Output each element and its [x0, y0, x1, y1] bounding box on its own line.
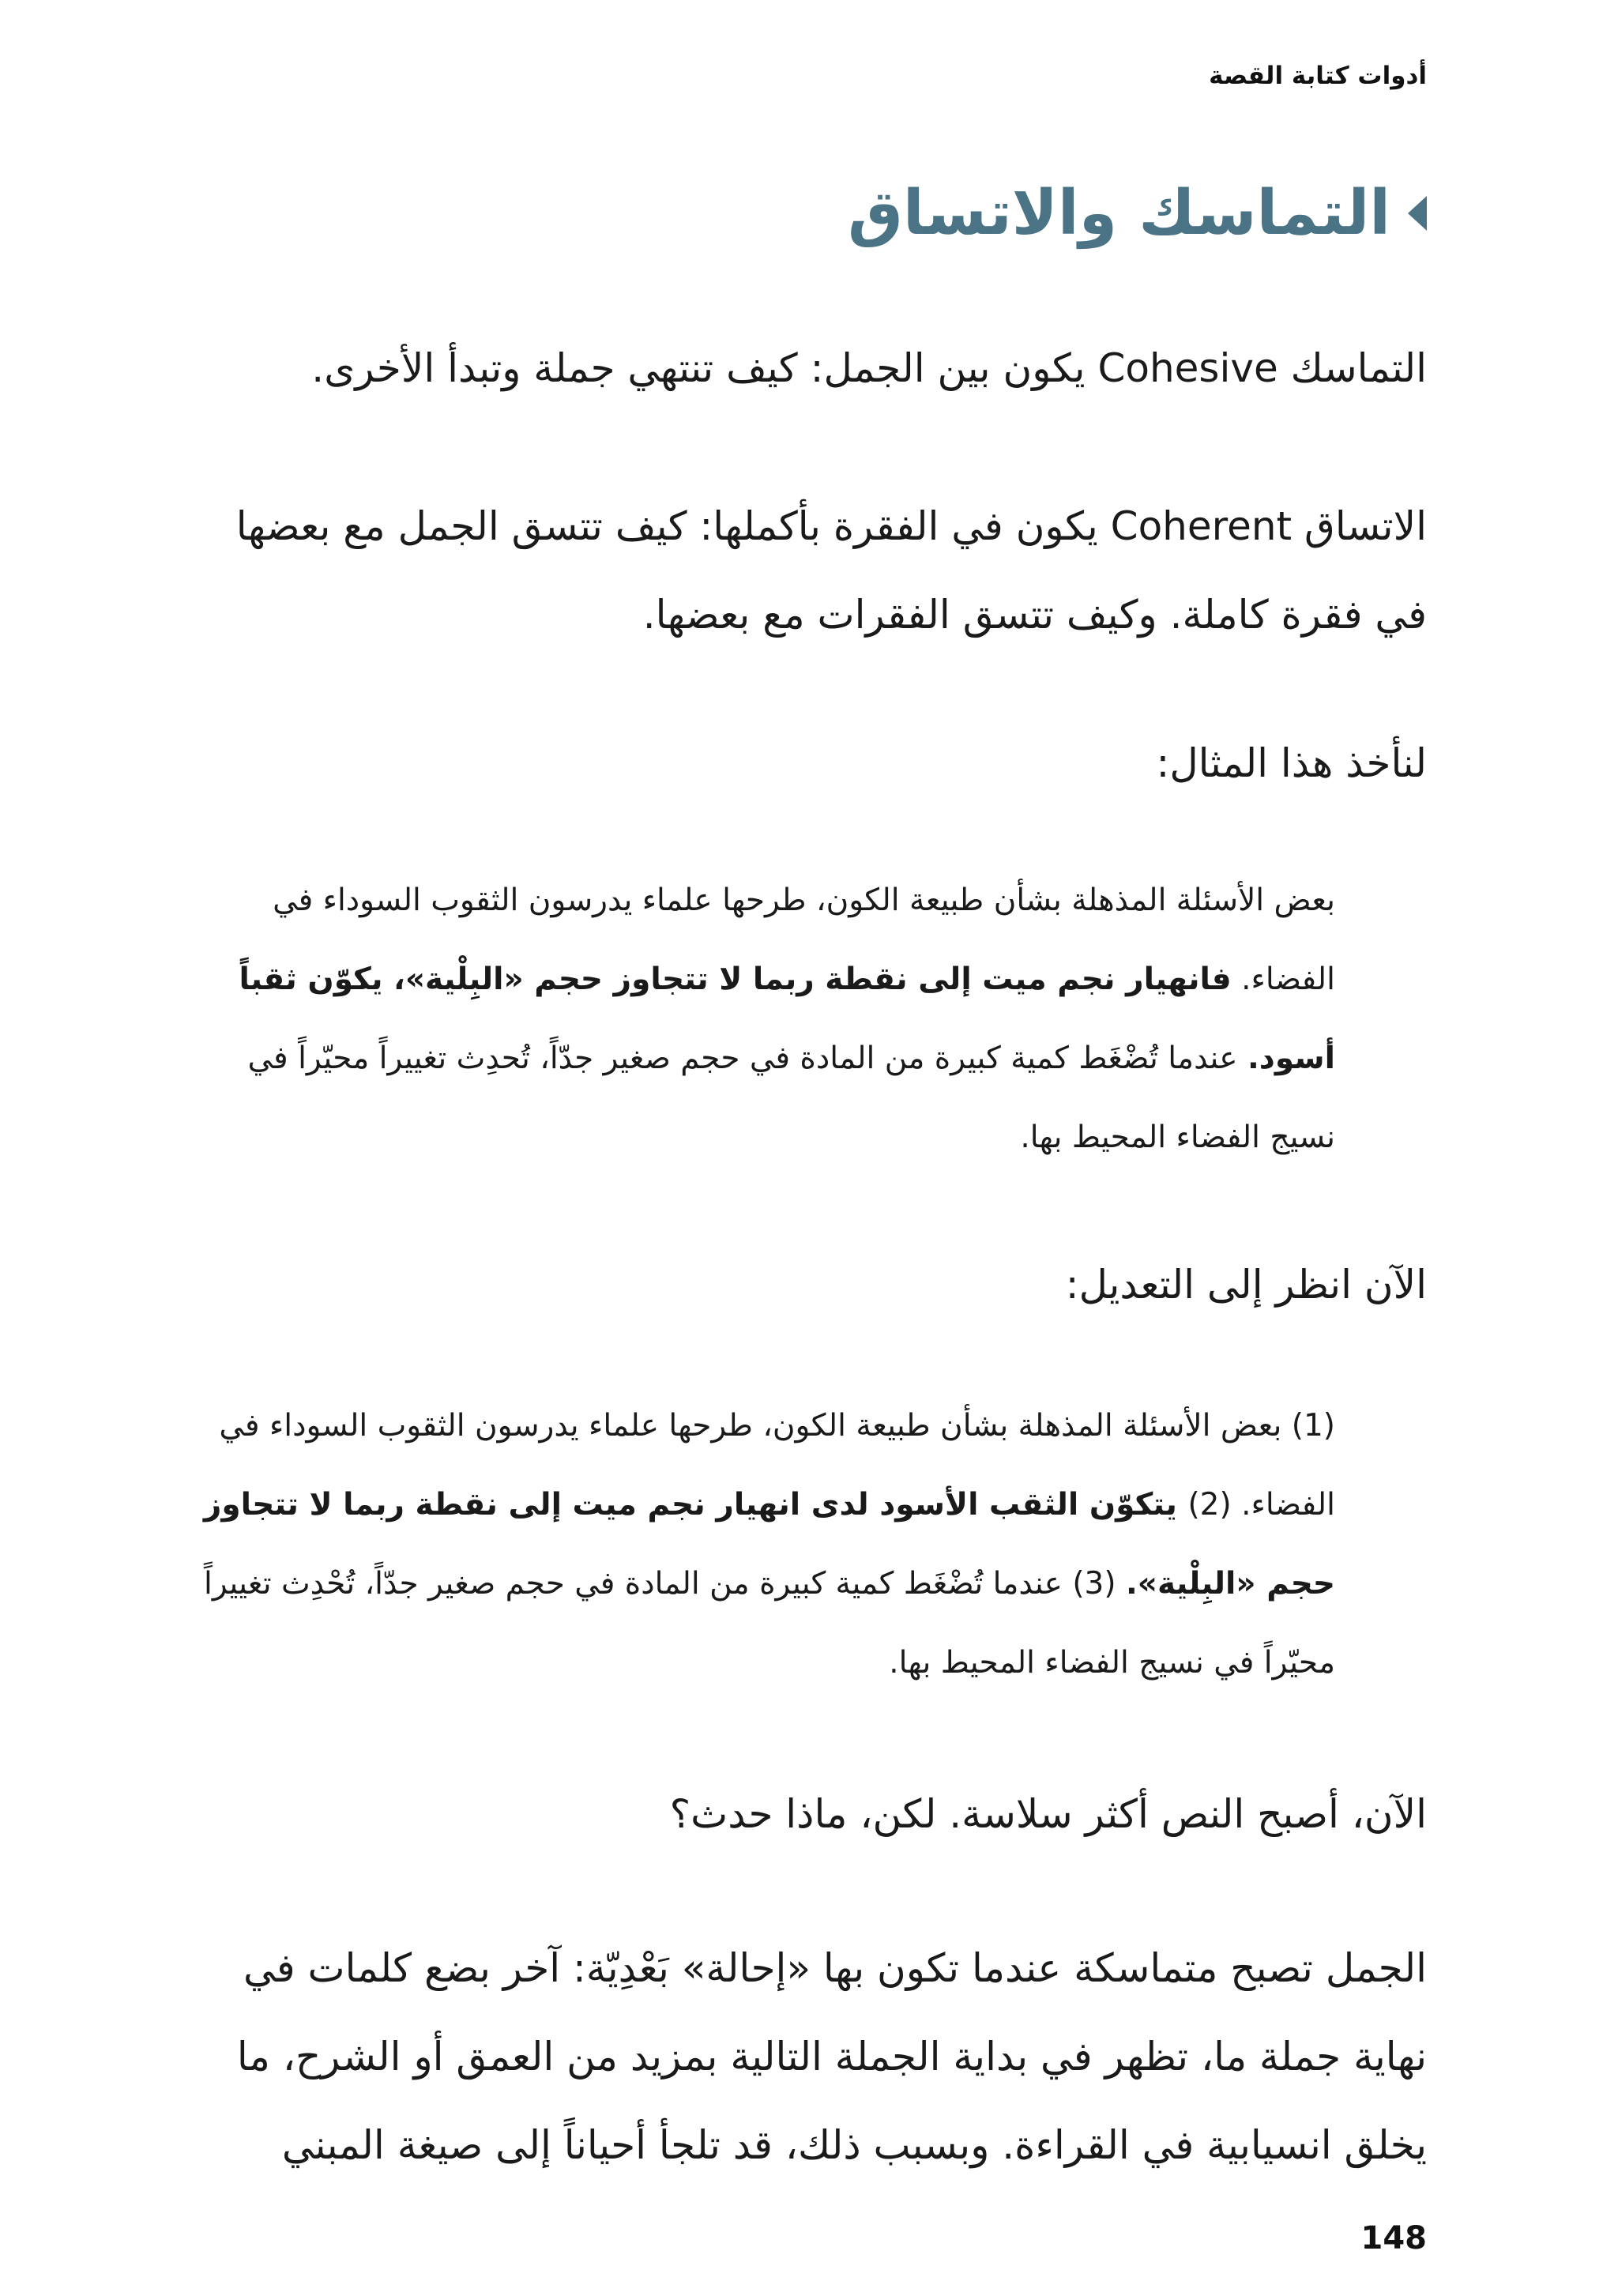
example-quote [194, 861, 1335, 1177]
revised-quote [194, 1387, 1335, 1703]
coherence-paragraph [194, 482, 1427, 659]
coherence-text-before: الاتساق [1292, 503, 1427, 549]
running-header: أدوات كتابة القصة [1209, 62, 1427, 90]
example-intro: لنأخذ هذا المثال: [1156, 740, 1427, 786]
revised-num-3: (3) [1072, 1566, 1126, 1602]
coherence-text-after: يكون في الفقرة بأكملها: كيف تتسق الجمل مع بعضها في فقرة كاملة. وكيف تتسق الفقرات مع بعضها. [235, 503, 1427, 638]
section-title: التماسك والاتساق [848, 178, 1390, 249]
section-heading [163, 170, 1427, 257]
example-quote-bold: فانهيار نجم ميت إلى نقطة ربما لا تتجاوز حجم «البِلْية»، يكوّن ثقباً أسود. [239, 962, 1335, 1076]
revised-bold-2: يتكوّن الثقب الأسود لدى انهيار نجم ميت إلى نقطة ربما لا تتجاوز حجم «البِلْية». [203, 1487, 1335, 1602]
revised-num-2: (2) [1187, 1487, 1232, 1523]
heading-triangle-icon [1408, 196, 1427, 231]
explanation-paragraph: الجمل تصبح متماسكة عندما تكون بها «إحالة» بَعْدِيّة: آخر بضع كلمات في نهاية جملة ما، تظهر في بداية الجملة التالية بمزيد من العمق أو الشرح، ما يخلق انسيابية في القراءة. وبسبب ذلك، قد تلجأ أحياناً إلى صيغة المبني [236, 1945, 1427, 2168]
example-quote-part2: عندما تُضْغَط كمية كبيرة من المادة في حجم صغير جدّاً، تُحدِث تغييراً محيّراً في نسيج الفضاء المحيط بها. [247, 1041, 1335, 1155]
cohesion-text-after: يكون بين الجمل: كيف تنتهي جملة وتبدأ الأخرى. [311, 345, 1098, 391]
cohesion-text-before: التماسك [1277, 345, 1427, 391]
result-paragraph: الآن، أصبح النص أكثر سلاسة. لكن، ماذا حدث؟ [669, 1791, 1427, 1837]
revised-part-3: عندما تُضْغَط كمية كبيرة من المادة في حجم صغير جدّاً، تُحْدِث تغييراً محيّراً في نسيج الفضاء المحيط بها. [204, 1566, 1335, 1681]
cohesion-paragraph [194, 324, 1427, 412]
coherence-term: Coherent [1110, 503, 1293, 549]
revision-intro: الآن انظر إلى التعديل: [1065, 1262, 1427, 1308]
revised-part-1: بعض الأسئلة المذهلة بشأن طبيعة الكون، طرحها علماء يدرسون الثقوب السوداء في الفضاء. [219, 1408, 1335, 1523]
cohesion-term: Cohesive [1097, 345, 1278, 391]
revised-num-1: (1) [1291, 1408, 1335, 1443]
example-quote-part1: بعض الأسئلة المذهلة بشأن طبيعة الكون، طرحها علماء يدرسون الثقوب السوداء في الفضاء. [273, 883, 1335, 997]
page-number: 148 [1360, 2220, 1427, 2256]
